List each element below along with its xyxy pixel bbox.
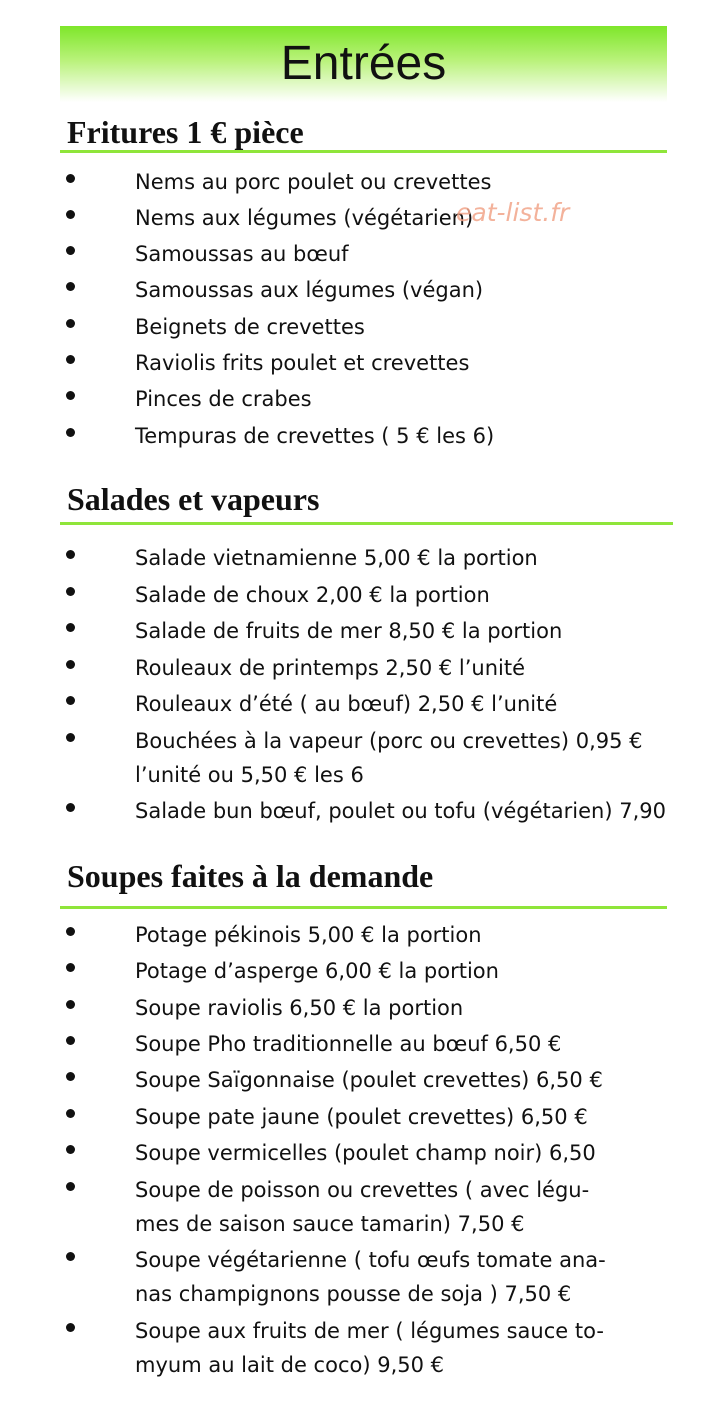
section-divider — [60, 906, 667, 909]
bullet-icon — [66, 1109, 75, 1118]
bullet-icon — [66, 282, 75, 291]
section-divider — [60, 522, 673, 525]
section-title-fritures: Fritures 1 € pièce — [67, 114, 304, 150]
bullet-icon — [66, 1252, 75, 1261]
bullet-icon — [66, 696, 75, 705]
header-banner — [60, 26, 667, 102]
bullet-icon — [66, 660, 75, 669]
bullet-icon — [66, 174, 75, 183]
section-title-salades: Salades et vapeurs — [67, 481, 320, 517]
bullet-icon — [66, 733, 75, 742]
bullet-icon — [66, 587, 75, 596]
bullet-icon — [66, 319, 75, 328]
bullet-icon — [66, 803, 75, 812]
page-title: Entrées — [280, 37, 447, 90]
bullet-icon — [66, 210, 75, 219]
bullet-icon — [66, 355, 75, 364]
bullet-icon — [66, 1145, 75, 1154]
bullet-icon — [66, 428, 75, 437]
bullet-icon — [66, 1072, 75, 1081]
bullet-icon — [66, 391, 75, 400]
bullet-icon — [66, 1182, 75, 1191]
bullet-icon — [66, 1323, 75, 1332]
watermark: eat-list.fr — [456, 198, 570, 227]
bullet-icon — [66, 550, 75, 559]
bullet-icon — [66, 623, 75, 632]
bullet-icon — [66, 1000, 75, 1009]
bullet-icon — [66, 1036, 75, 1045]
section-divider — [60, 150, 667, 153]
bullet-icon — [66, 927, 75, 936]
bullet-icon — [66, 246, 75, 255]
section-title-soupes: Soupes faites à la demande — [67, 858, 434, 894]
bullet-icon — [66, 963, 75, 972]
